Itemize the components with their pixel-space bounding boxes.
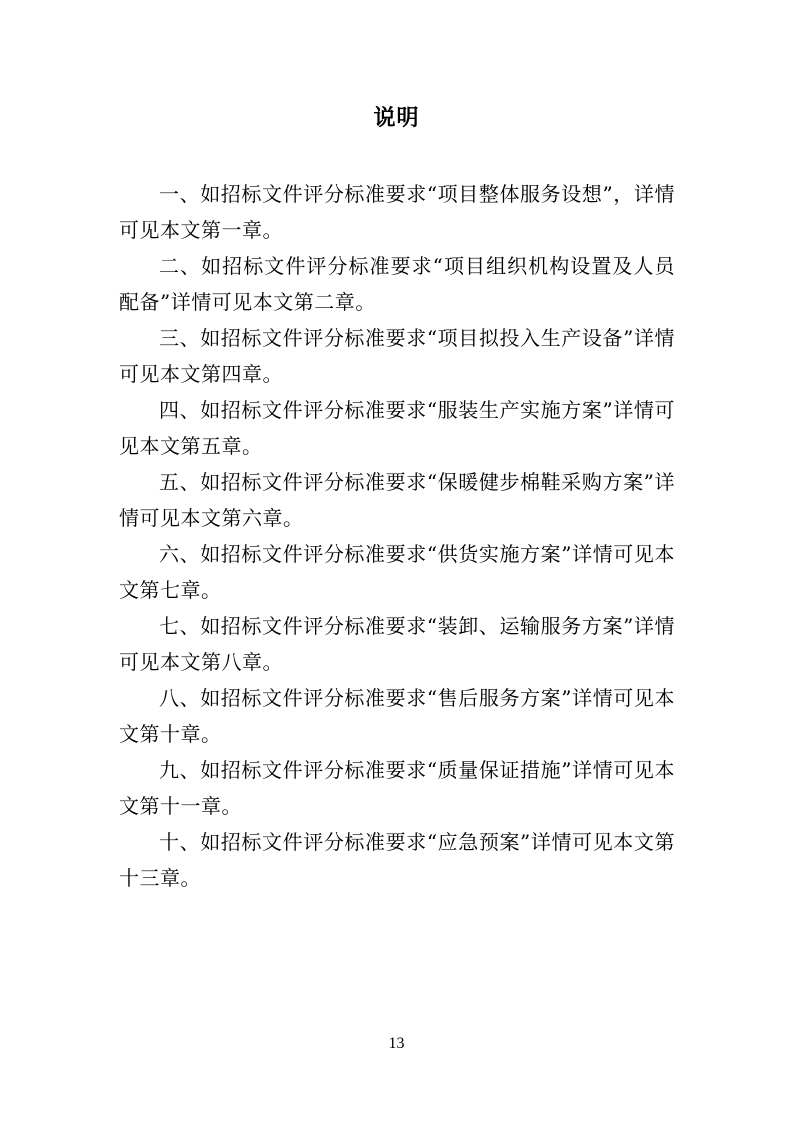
paragraph-8: 八、如招标文件评分标准要求“售后服务方案”详情可见本文第十章。 xyxy=(119,686,675,746)
page-title: 说明 xyxy=(373,105,420,131)
paragraph-6: 六、如招标文件评分标准要求“供货实施方案”详情可见本文第七章。 xyxy=(119,542,675,602)
page-number: 13 xyxy=(388,1035,405,1052)
paragraph-9: 九、如招标文件评分标准要求“质量保证措施”详情可见本文第十一章。 xyxy=(119,758,675,818)
paragraph-1: 一、如招标文件评分标准要求“项目整体服务设想”，详情可见本文第一章。 xyxy=(119,182,675,242)
paragraph-5: 五、如招标文件评分标准要求“保暖健步棉鞋采购方案”详情可见本文第六章。 xyxy=(119,470,675,530)
paragraph-7: 七、如招标文件评分标准要求“装卸、运输服务方案”详情可见本文第八章。 xyxy=(119,614,675,674)
paragraph-3: 三、如招标文件评分标准要求“项目拟投入生产设备”详情可见本文第四章。 xyxy=(119,326,675,386)
paragraph-2: 二、如招标文件评分标准要求“项目组织机构设置及人员配备”详情可见本文第二章。 xyxy=(119,254,675,314)
document-body xyxy=(119,176,675,896)
paragraph-10: 十、如招标文件评分标准要求“应急预案”详情可见本文第十三章。 xyxy=(119,830,675,890)
paragraph-4: 四、如招标文件评分标准要求“服装生产实施方案”详情可见本文第五章。 xyxy=(119,398,675,458)
